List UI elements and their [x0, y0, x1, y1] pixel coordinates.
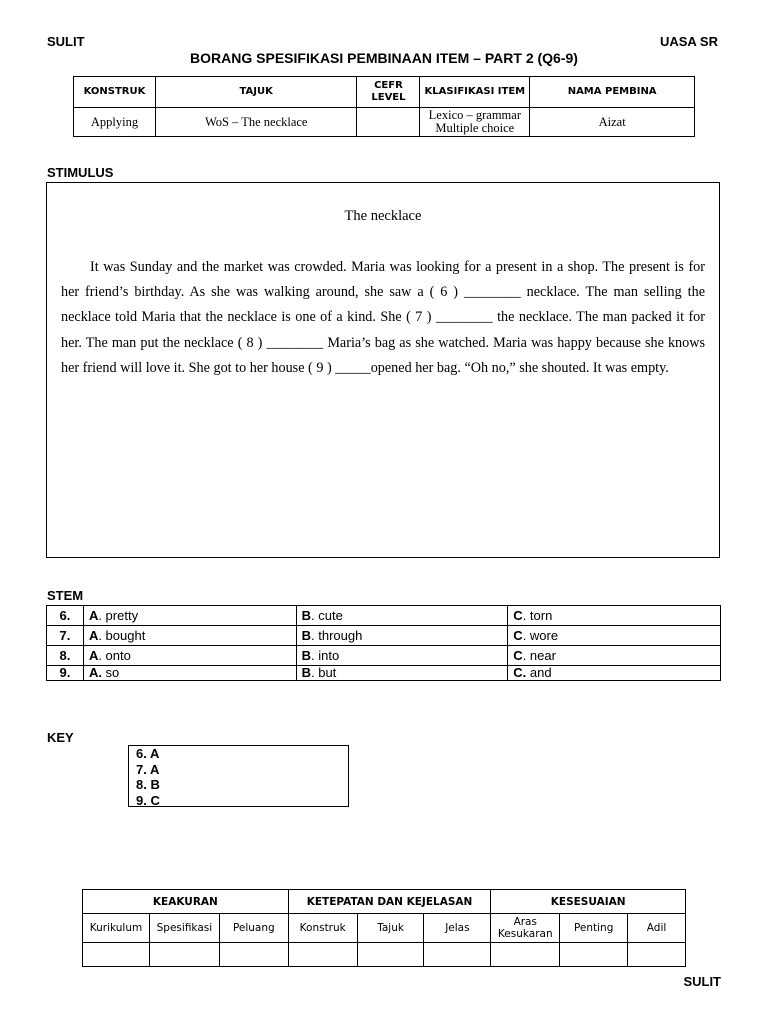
option-text: . but: [311, 665, 337, 680]
option-a: [83, 646, 296, 666]
eval-entry-cell[interactable]: [219, 943, 288, 967]
eval-subheader: Kurikulum: [83, 914, 150, 943]
key-answer: 9. C: [136, 792, 160, 808]
option-letter: B: [301, 665, 311, 680]
option-text: . pretty: [98, 607, 139, 623]
stem-row: [47, 666, 721, 681]
option-letter: C: [513, 627, 523, 643]
option-letter: B: [301, 647, 311, 663]
option-c: [508, 606, 721, 626]
option-b: [296, 646, 508, 666]
form-title: BORANG SPESIFIKASI PEMBINAAN ITEM – PART 2 (Q6-9): [190, 50, 578, 66]
option-letter: B: [301, 607, 311, 623]
stem-row: [47, 626, 721, 646]
footer-confidential-label: SULIT: [683, 974, 721, 989]
spec-value-cell: WoS – The necklace: [155, 108, 357, 137]
eval-entry-cell[interactable]: [628, 943, 686, 967]
story-title: The necklace: [344, 208, 422, 224]
option-text: . through: [311, 627, 363, 643]
option-a: [83, 626, 296, 646]
question-number: 9.: [47, 666, 84, 681]
story-paragraph: It was Sunday and the market was crowded. Maria was looking for a present in a shop. The present is for her friend’s birthday. As she was walking around, she saw a ( 6 ) ________ necklace. The man selling the necklace told Maria that the necklace is one of a kind. She ( 7 ) ________ the necklace. The man packed it for her. The man put the necklace ( 8 ) ________ Maria’s bag as she watched. Maria was happy because she knows her friend will love it. She got to her house ( 9 ) _____opened her bag. “Oh no,” she shouted. It was empty.: [61, 259, 705, 376]
option-b: [296, 626, 508, 646]
stem-row: [47, 646, 721, 666]
spec-header-cell: TAJUK: [155, 77, 357, 108]
option-a: [83, 606, 296, 626]
option-text: so: [101, 665, 120, 680]
key-label: KEY: [47, 730, 74, 745]
key-answer: 6. A: [136, 746, 160, 761]
option-letter: A: [88, 607, 99, 623]
stem-row: [47, 606, 721, 626]
option-text: . bought: [98, 627, 146, 643]
spec-header-row: [74, 77, 695, 108]
option-text: . onto: [98, 647, 131, 663]
eval-subheader: Peluang: [219, 914, 288, 943]
spec-value-row: [74, 108, 695, 137]
option-text: . into: [311, 647, 340, 663]
option-letter: C: [513, 607, 523, 623]
eval-group-header: KESESUAIAN: [491, 890, 686, 914]
option-c: [508, 626, 721, 646]
header-confidential-label: SULIT: [47, 34, 85, 49]
eval-subheader: Tajuk: [357, 914, 424, 943]
eval-subheader: Adil: [628, 914, 686, 943]
eval-subheader: Penting: [560, 914, 628, 943]
option-a: [83, 666, 296, 681]
question-number: 6.: [47, 606, 84, 626]
eval-subheader: Aras Kesukaran: [491, 914, 560, 943]
eval-entry-cell[interactable]: [491, 943, 560, 967]
eval-entry-cell[interactable]: [288, 943, 357, 967]
eval-entry-cell[interactable]: [83, 943, 150, 967]
option-text: . cute: [311, 607, 343, 623]
spec-value-cell: [357, 108, 420, 137]
eval-group-header: KETEPATAN DAN KEJELASAN: [288, 890, 491, 914]
option-text: . wore: [522, 627, 559, 643]
option-letter: A: [88, 627, 99, 643]
stem-label: STEM: [47, 588, 84, 603]
eval-group-row: [83, 890, 686, 914]
eval-subheader: Jelas: [424, 914, 491, 943]
key-answer: 7. A: [136, 761, 160, 777]
spec-value-cell: Aizat: [530, 108, 695, 137]
spec-header-cell: CEFR LEVEL: [357, 77, 420, 108]
evaluation-table: [82, 889, 686, 967]
stimulus-box: [46, 182, 720, 558]
option-letter: C.: [513, 665, 527, 680]
eval-subheader-row: [83, 914, 686, 943]
option-c: [508, 646, 721, 666]
eval-subheader: Konstruk: [288, 914, 357, 943]
option-letter: A.: [88, 665, 102, 680]
spec-value-cell: Lexico – grammar Multiple choice: [420, 108, 530, 137]
question-number: 8.: [47, 646, 84, 666]
option-letter: A: [88, 647, 99, 663]
option-b: [296, 606, 508, 626]
answer-key-box: [128, 745, 349, 807]
eval-entry-cell[interactable]: [357, 943, 424, 967]
eval-entry-cell[interactable]: [149, 943, 219, 967]
stimulus-label: STIMULUS: [47, 165, 114, 180]
key-answer: 8. B: [136, 777, 160, 792]
spec-value-cell: Applying: [74, 108, 156, 137]
option-text: . torn: [522, 607, 553, 623]
eval-entry-row: [83, 943, 686, 967]
spec-table: [73, 76, 695, 137]
eval-group-header: KEAKURAN: [83, 890, 289, 914]
spec-header-cell: KONSTRUK: [74, 77, 156, 108]
question-number: 7.: [47, 626, 84, 646]
option-letter: B: [301, 627, 311, 643]
option-letter: C: [513, 647, 523, 663]
option-b: [296, 666, 508, 681]
eval-entry-cell[interactable]: [424, 943, 491, 967]
spec-header-cell: NAMA PEMBINA: [530, 77, 695, 108]
option-c: [508, 666, 721, 681]
eval-subheader: Spesifikasi: [149, 914, 219, 943]
stem-table: [46, 605, 721, 681]
option-text: and: [526, 665, 552, 680]
option-text: . near: [522, 647, 556, 663]
eval-entry-cell[interactable]: [560, 943, 628, 967]
spec-header-cell: KLASIFIKASI ITEM: [420, 77, 530, 108]
header-exam-label: UASA SR: [659, 34, 718, 49]
